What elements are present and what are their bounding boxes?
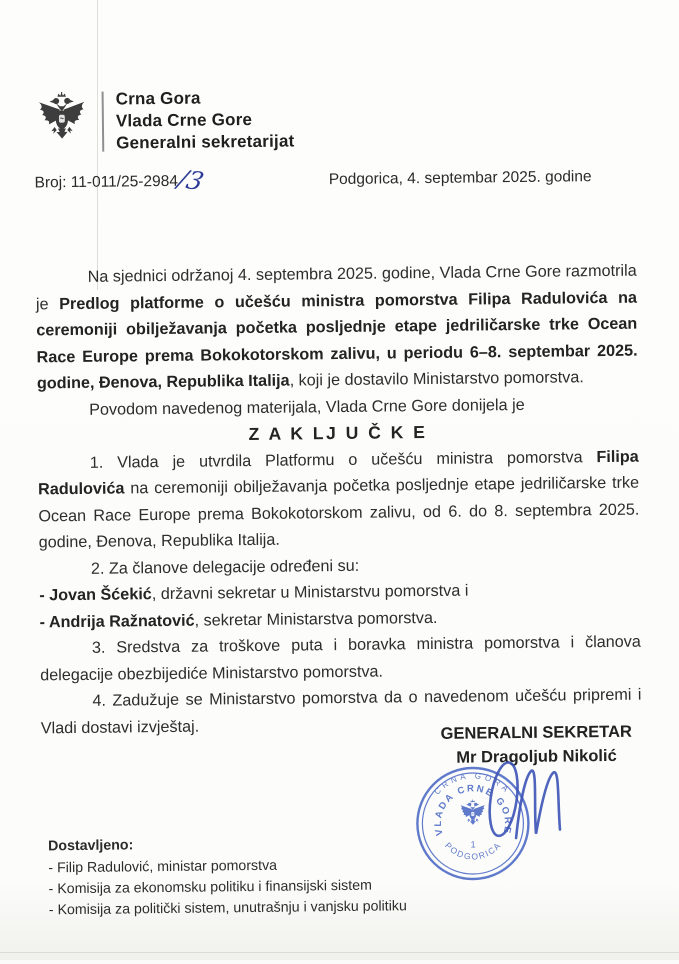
- distribution-label: Dostavljeno:: [48, 837, 134, 855]
- delegation-member-2: - Andrija Ražnatović, sekretar Ministarstva pomorstva.: [39, 608, 438, 631]
- stamp-number: 1: [470, 839, 476, 850]
- document-number: [34, 164, 208, 196]
- distribution-item-2: - Komisija za ekonomsku politiku i finansijski sistem: [48, 877, 372, 898]
- stamp-inner-ring-text: VLADA CRNE GORE: [432, 783, 514, 837]
- distribution-item-1: - Filip Radulović, ministar pomorstva: [48, 857, 278, 877]
- country-name: Crna Gora: [115, 88, 201, 109]
- signatory-name: Mr Dragoljub Nikolić: [456, 746, 617, 767]
- department-name: Generalni sekretarijat: [116, 131, 295, 153]
- coat-of-arms-icon: [30, 87, 95, 158]
- delegation-member-1: - Jovan Šćekić, državni sekretar u Ministarstvu pomorstva i: [39, 581, 469, 605]
- handwritten-signature: [484, 740, 579, 851]
- stamp-eagle-icon: [460, 799, 485, 825]
- government-name: Vlada Crne Gore: [115, 109, 253, 131]
- document-number-text: Broj: 11-011/25-2984: [34, 172, 179, 192]
- intro-paragraph-1: Na sjednici održanoj 4. septembra 2025. godine, Vlada Crne Gore razmotrila je Predlog platforme o učešću ministra pomorstva Filipa Radulovića na ceremoniji obilježavanja početka posljednje etape jedriličarske trke Ocean Race Europe prema Bokokotorskom zalivu, u periodu 6–8. septembar 2025. godine, Đenova, Republika Italija, koji je dostavilo Ministarstvo pomorstva.: [35, 261, 638, 393]
- place-and-date: Podgorica, 4. septembar 2025. godine: [328, 168, 592, 189]
- distribution-list: [48, 832, 407, 921]
- reference-row: [34, 164, 592, 196]
- conclusion-item-4: 4. Zadužuje se Ministarstvo pomorstva da o navedenom učešću pripremi i Vladi dostavi izvještaj.: [40, 685, 642, 737]
- conclusion-item-1: 1. Vlada je utvrdila Platformu o učešću ministra pomorstva Filipa Radulovića na ceremoniji obilježavanja početka posljednje etape jedriličarske trke Ocean Race Europe prema Bokokotorskom zalivu, od 6. do 8. septembra 2025. godine, Đenova, Republika Italija.: [37, 447, 640, 552]
- stamp-outer-ring-text: CRNA GORA: [432, 771, 513, 797]
- conclusion-item-2: 2. Za članove delegacije određeni su:: [90, 556, 360, 578]
- letterhead-text: [116, 86, 295, 154]
- conclusions-heading: Z A K LJ U Č K E: [248, 422, 428, 445]
- document-body: [36, 258, 642, 742]
- letterhead: [30, 84, 295, 157]
- stamp-city-text: PODGORICA: [443, 839, 504, 862]
- distribution-item-3: - Komisija za politički sistem, unutrašnju i vanjsku politiku: [48, 898, 407, 919]
- handwritten-number-suffix: /3: [175, 164, 208, 196]
- conclusion-item-3: 3. Sredstva za troškove puta i boravka ministra pomorstva i članova delegacije obezbijediće Ministarstvo pomorstva.: [40, 632, 641, 684]
- intro-paragraph-2: Povodom navedenog materijala, Vlada Crne Gore donijela je: [89, 395, 525, 419]
- letterhead-divider: [102, 92, 105, 152]
- signatory-title: GENERALNI SEKRETAR: [440, 722, 632, 743]
